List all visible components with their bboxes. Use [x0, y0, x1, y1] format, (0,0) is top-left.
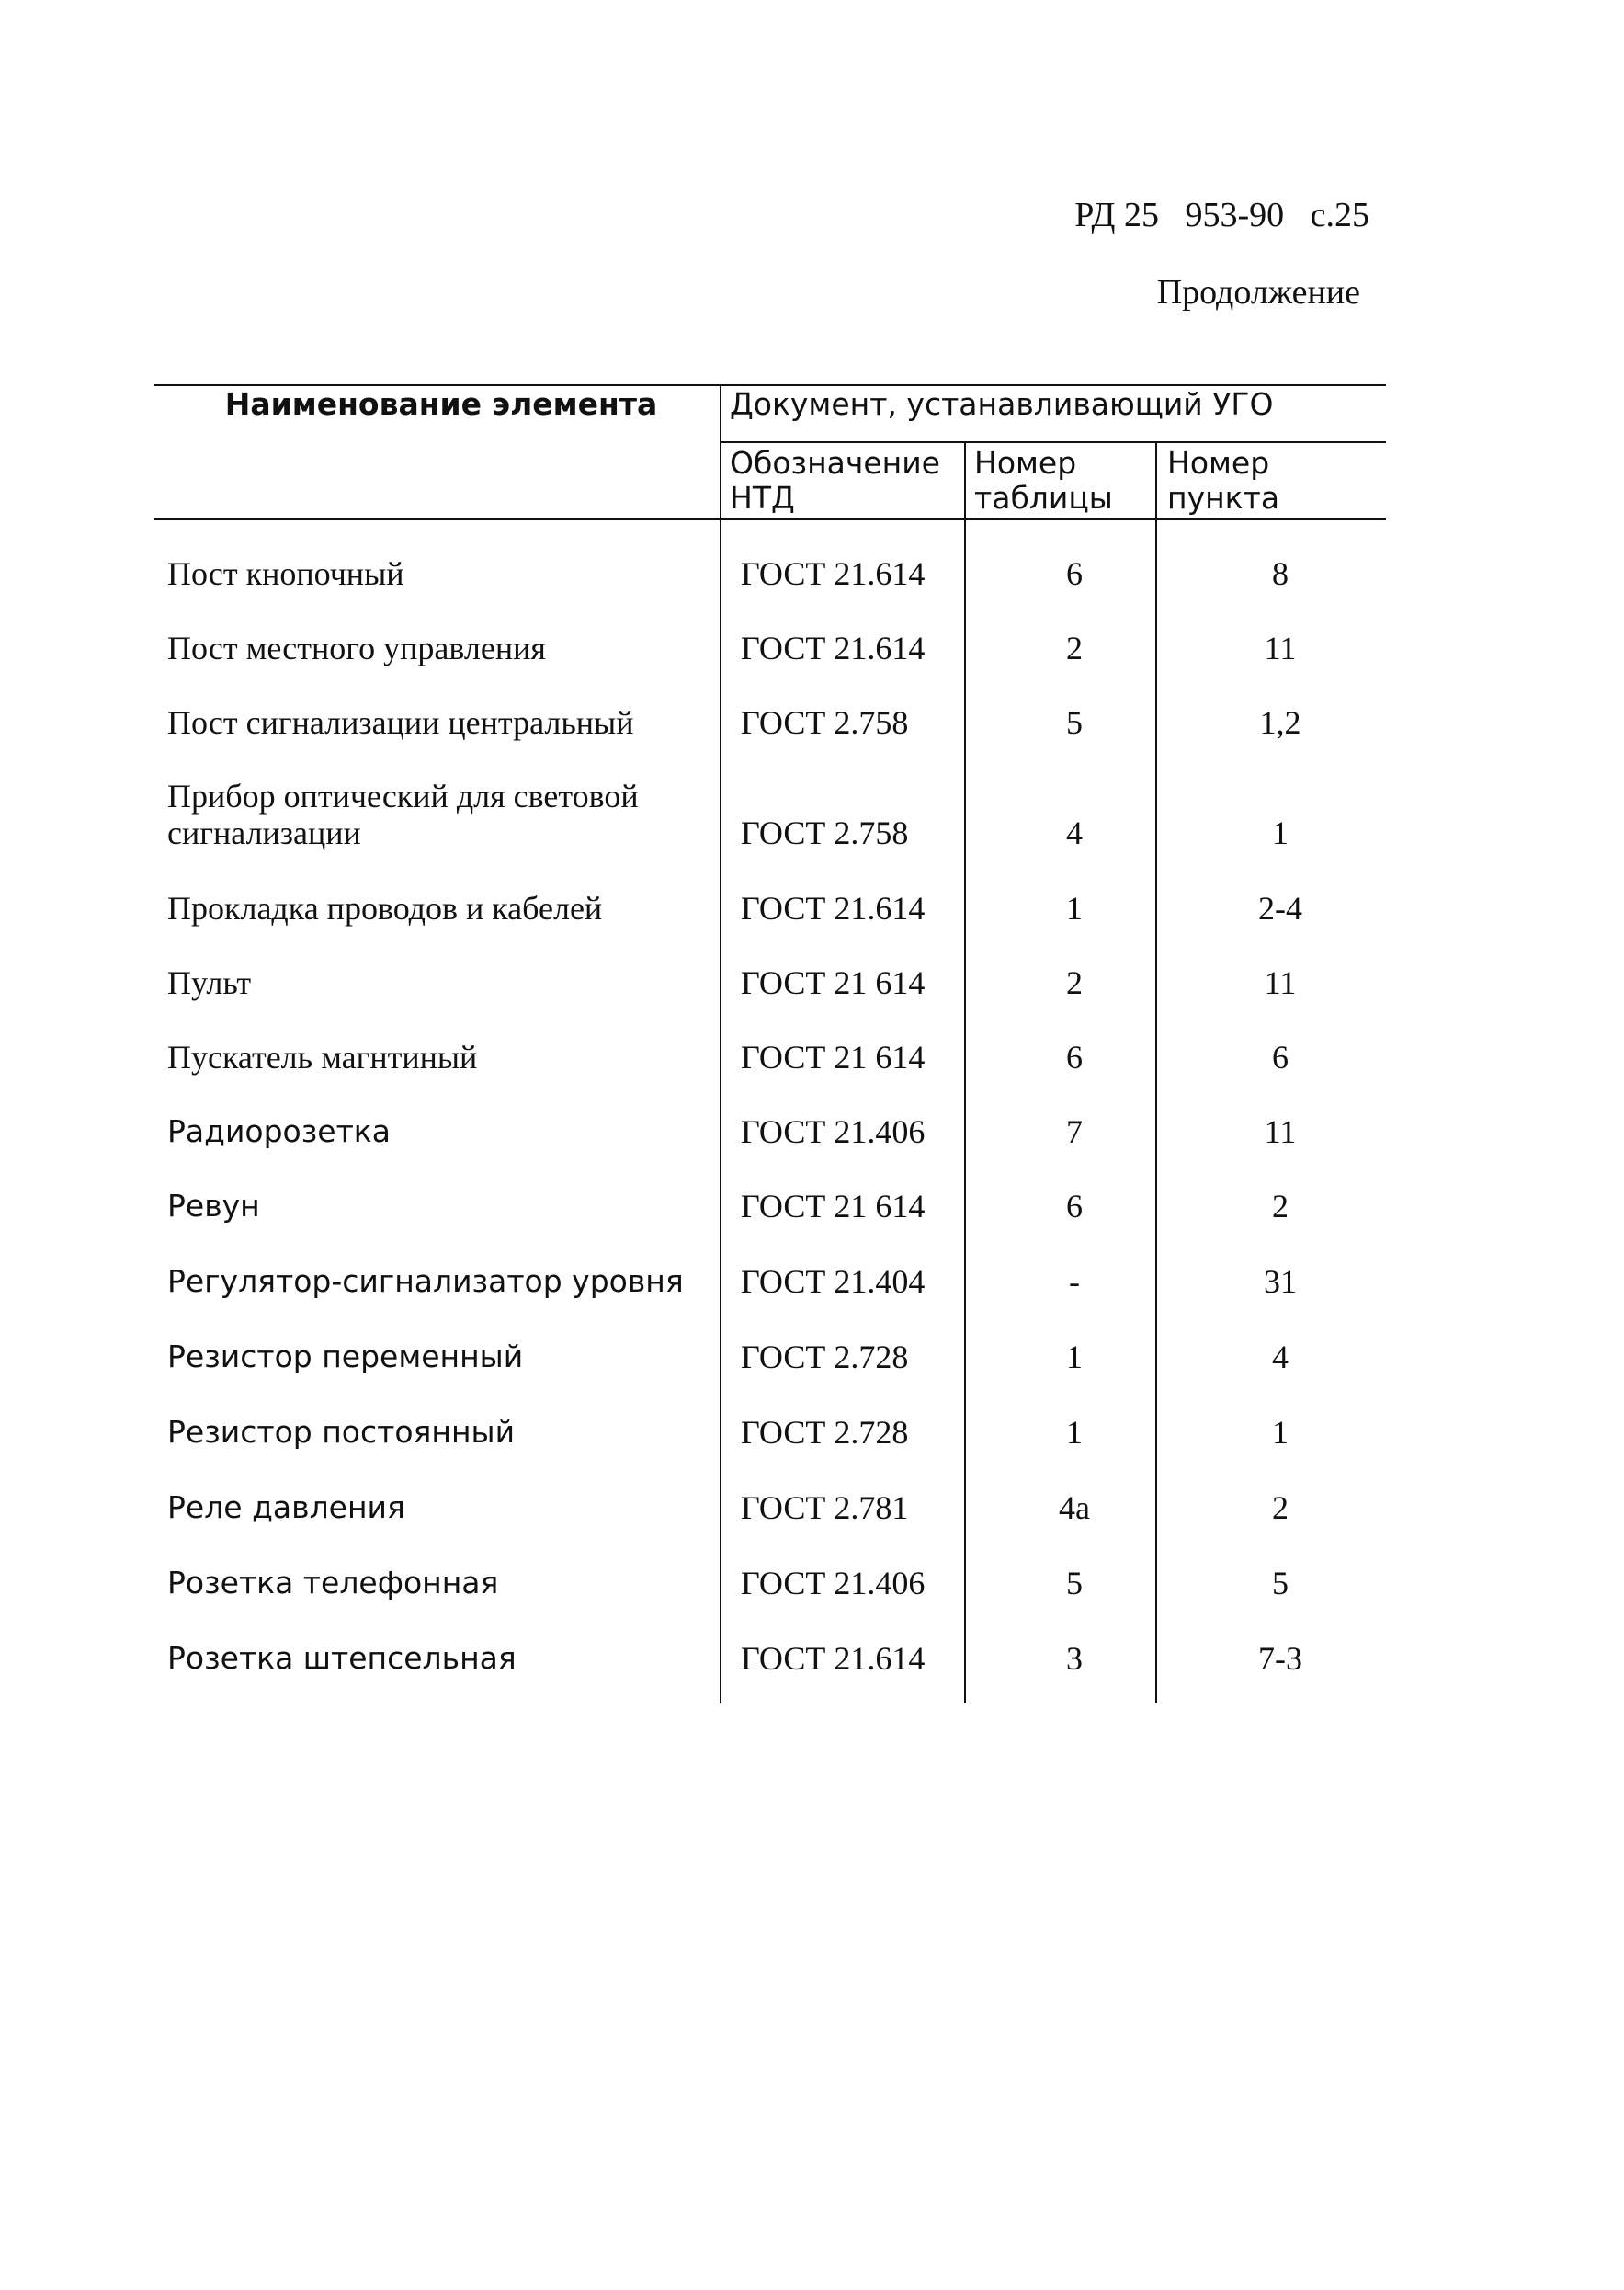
- row-element-name: Ревун: [167, 1188, 260, 1224]
- row-element-name: Прибор оптический для световой: [167, 778, 639, 815]
- row-ntd: ГОСТ 2.781: [741, 1489, 909, 1526]
- header-bottom-rule: [154, 518, 1386, 520]
- header-table-no-line2: таблицы: [974, 480, 1113, 516]
- continuation-label: Продолжение: [1156, 273, 1360, 312]
- row-element-name: Пускатель магнтиный: [167, 1039, 478, 1076]
- row-item-no: 11: [1264, 630, 1297, 666]
- header-table-no-line1: Номер: [974, 445, 1077, 481]
- row-item-no: 31: [1264, 1263, 1297, 1300]
- header-document: Документ, устанавливающий УГО: [730, 386, 1274, 422]
- row-table-no: 2: [1066, 964, 1083, 1001]
- document-header-rule: [720, 441, 1386, 443]
- row-table-no: 5: [1066, 704, 1083, 741]
- row-ntd: ГОСТ 21.406: [741, 1565, 926, 1601]
- row-table-no: -: [1069, 1263, 1080, 1300]
- header-item-no-line1: Номер: [1167, 445, 1270, 481]
- row-ntd: ГОСТ 21.406: [741, 1113, 926, 1150]
- row-item-no: 7-3: [1258, 1640, 1302, 1677]
- row-table-no: 5: [1066, 1565, 1083, 1601]
- header-ntd-line1: Обозначение: [730, 445, 940, 481]
- header-element-name: Наименование элемента: [224, 386, 658, 422]
- row-element-name: Радиорозетка: [167, 1113, 391, 1149]
- row-ntd: ГОСТ 2.728: [741, 1339, 909, 1375]
- row-element-name: Резистор постоянный: [167, 1414, 516, 1450]
- row-item-no: 6: [1272, 1039, 1289, 1076]
- row-element-name: Прокладка проводов и кабелей: [167, 890, 603, 927]
- row-item-no: 1: [1272, 815, 1289, 851]
- row-table-no: 1: [1066, 890, 1083, 927]
- row-table-no: 7: [1066, 1113, 1083, 1150]
- row-table-no: 3: [1066, 1640, 1083, 1677]
- row-element-name: Пульт: [167, 964, 252, 1001]
- row-ntd: ГОСТ 21.614: [741, 890, 926, 927]
- row-element-name: Реле давления: [167, 1489, 405, 1525]
- row-ntd: ГОСТ 21.614: [741, 630, 926, 666]
- row-ntd: ГОСТ 2.728: [741, 1414, 909, 1451]
- row-ntd: ГОСТ 2.758: [741, 704, 909, 741]
- row-ntd: ГОСТ 2.758: [741, 815, 909, 851]
- row-ntd: ГОСТ 21 614: [741, 964, 926, 1001]
- row-table-no: 6: [1066, 555, 1083, 592]
- row-item-no: 1: [1272, 1414, 1289, 1451]
- header-item-no-line2: пункта: [1167, 480, 1280, 516]
- row-element-name: Регулятор-сигнализатор уровня: [167, 1263, 684, 1299]
- row-item-no: 5: [1272, 1565, 1289, 1601]
- row-element-name: Пост кнопочный: [167, 555, 404, 592]
- row-table-no: 1: [1066, 1339, 1083, 1375]
- row-table-no: 4: [1066, 815, 1083, 851]
- row-table-no: 4а: [1059, 1489, 1090, 1526]
- row-table-no: 6: [1066, 1039, 1083, 1076]
- header-ntd-line2: НТД: [730, 480, 795, 516]
- row-ntd: ГОСТ 21 614: [741, 1039, 926, 1076]
- row-element-name: Резистор переменный: [167, 1339, 524, 1374]
- row-item-no: 8: [1272, 555, 1289, 592]
- row-ntd: ГОСТ 21.614: [741, 555, 926, 592]
- row-item-no: 2-4: [1258, 890, 1302, 927]
- row-table-no: 6: [1066, 1188, 1083, 1225]
- row-item-no: 11: [1264, 1113, 1297, 1150]
- row-ntd: ГОСТ 21.614: [741, 1640, 926, 1677]
- page-reference: РД 25 953-90 с.25: [1074, 196, 1369, 234]
- row-table-no: 1: [1066, 1414, 1083, 1451]
- row-item-no: 2: [1272, 1188, 1289, 1225]
- row-ntd: ГОСТ 21.404: [741, 1263, 926, 1300]
- row-table-no: 2: [1066, 630, 1083, 666]
- row-element-name: Пост сигнализации центральный: [167, 704, 634, 741]
- row-item-no: 2: [1272, 1489, 1289, 1526]
- row-element-name: Розетка штепсельная: [167, 1640, 517, 1676]
- row-ntd: ГОСТ 21 614: [741, 1188, 926, 1225]
- row-element-name: Пост местного управления: [167, 630, 546, 666]
- row-item-no: 11: [1264, 964, 1297, 1001]
- row-item-no: 4: [1272, 1339, 1289, 1375]
- row-element-name: Розетка телефонная: [167, 1565, 499, 1601]
- row-element-name-continued: сигнализации: [167, 815, 361, 851]
- row-item-no: 1,2: [1259, 704, 1301, 741]
- column-divider-name: [720, 384, 721, 1703]
